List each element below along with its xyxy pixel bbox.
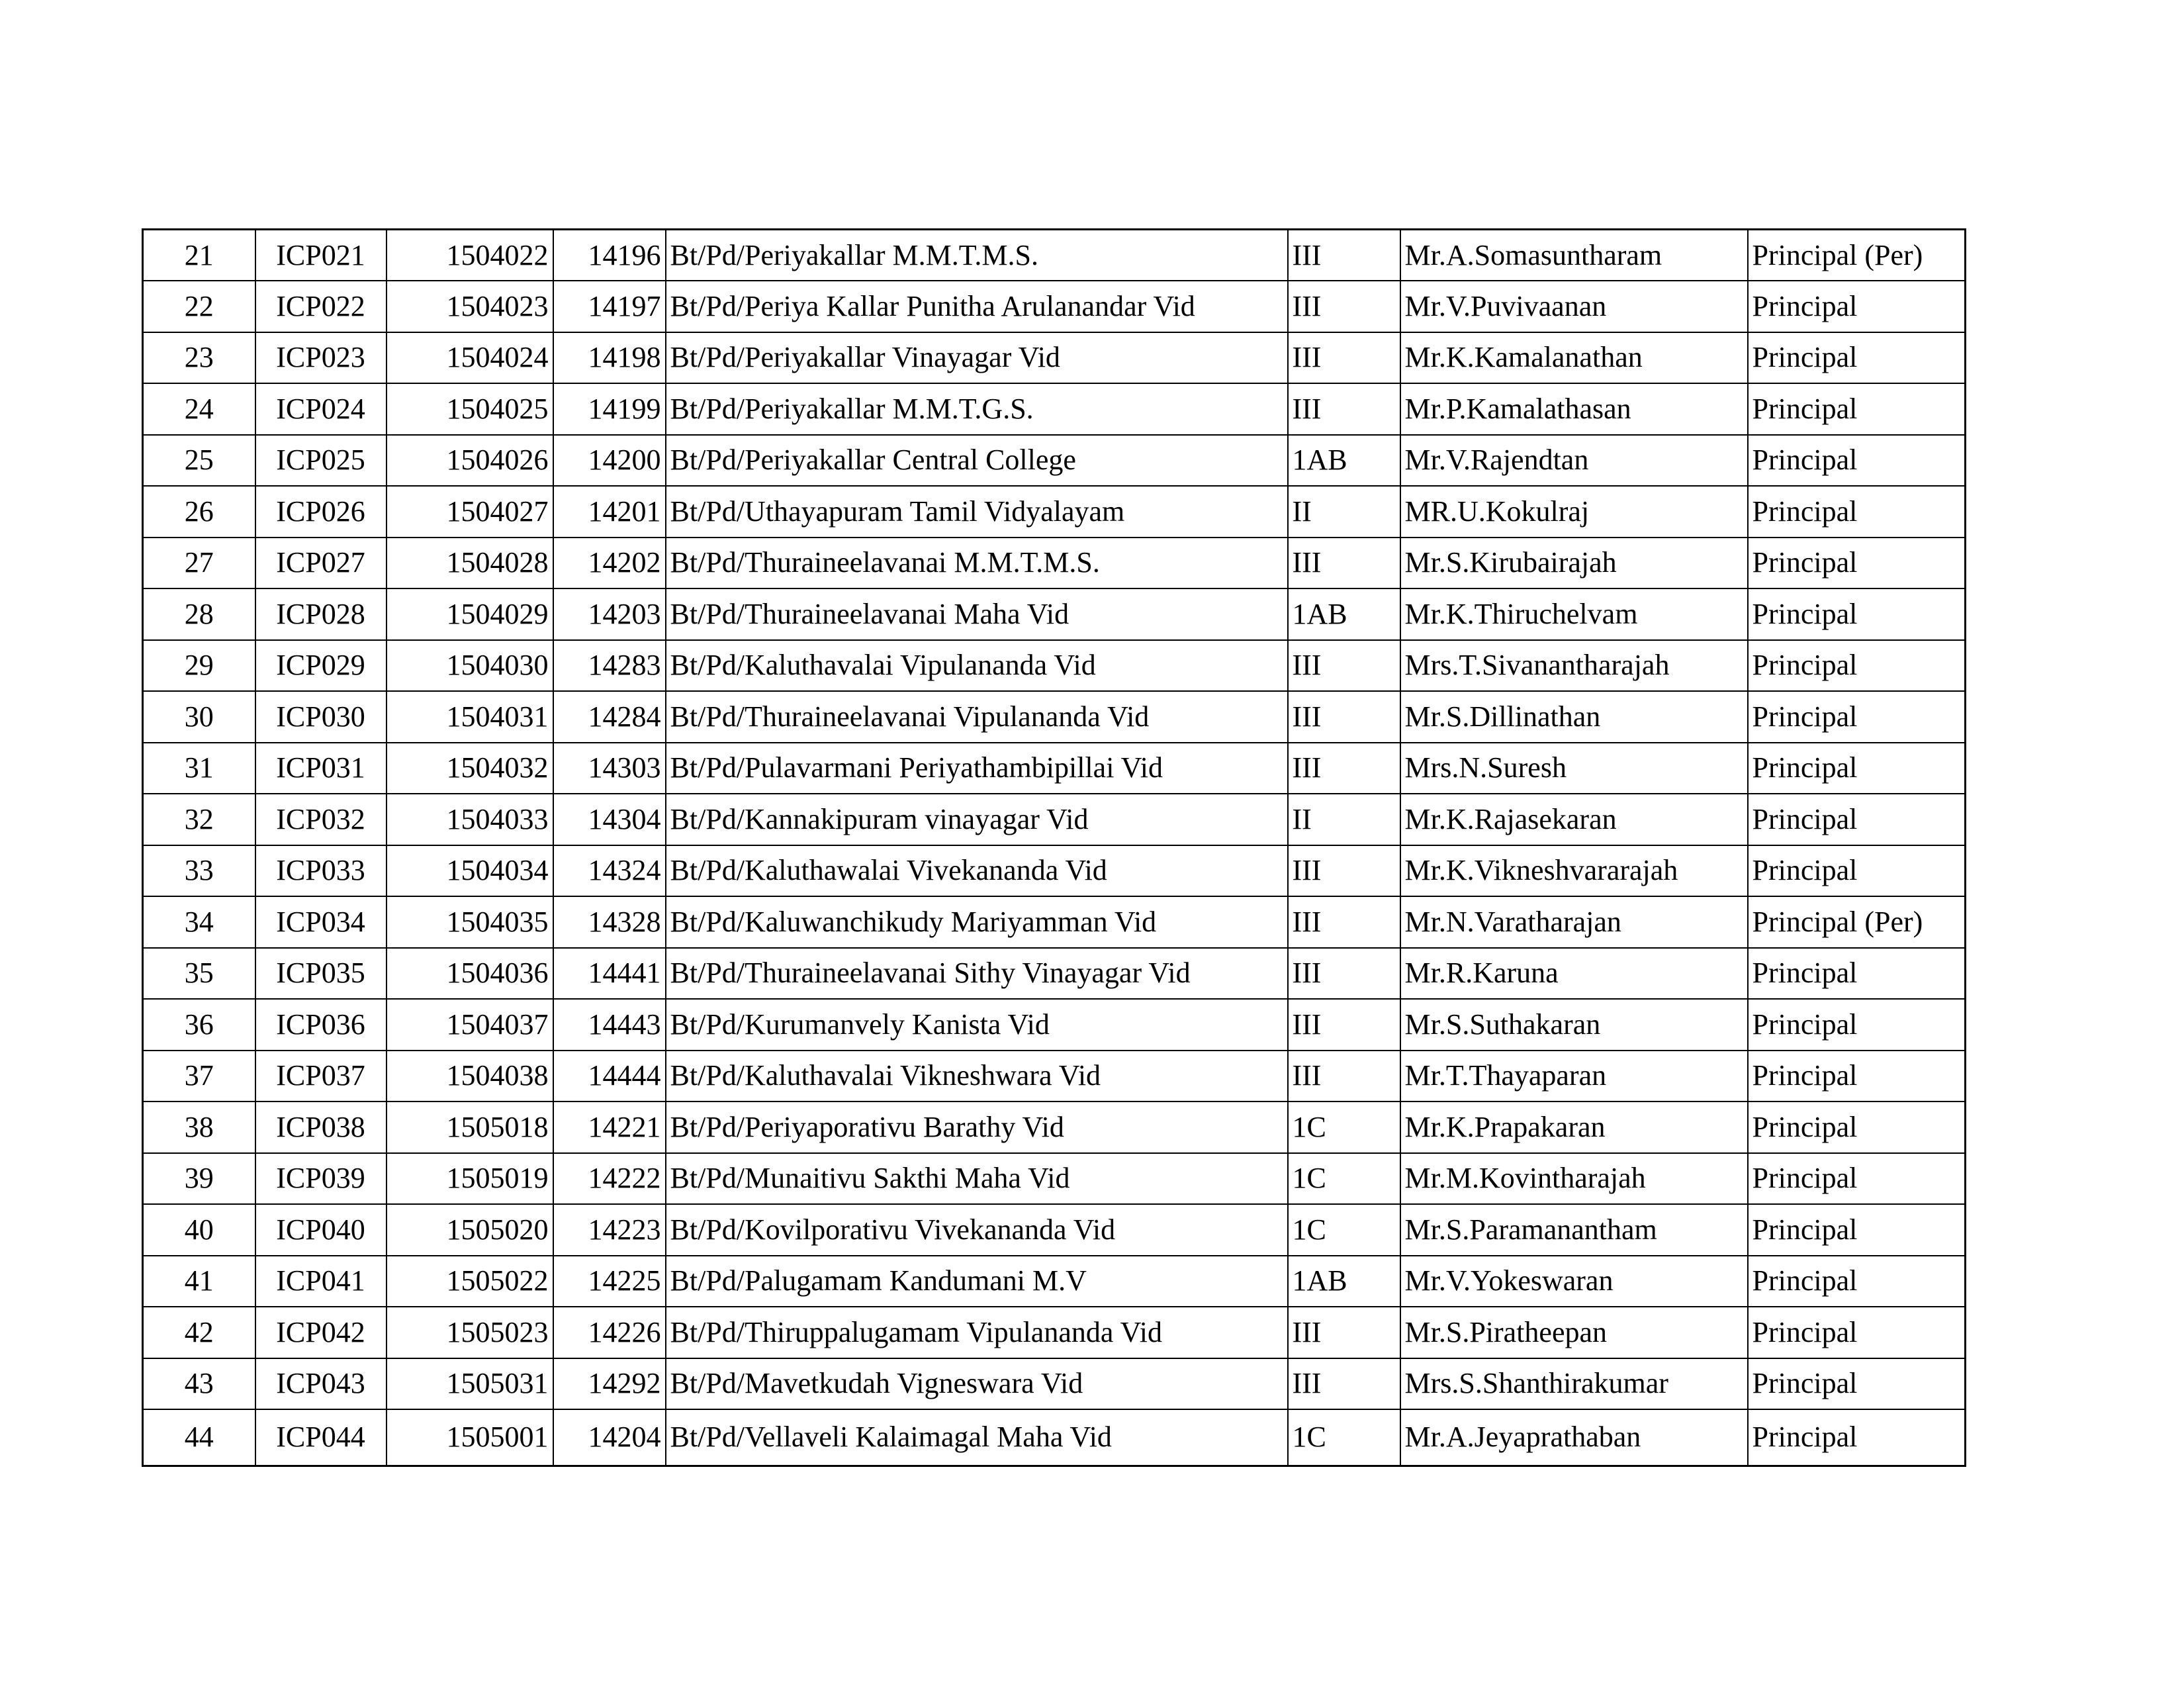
- principal-name-cell: Mr.K.Thiruchelvam: [1400, 588, 1748, 640]
- designation-cell: Principal: [1748, 794, 1966, 845]
- school-type-cell: III: [1288, 691, 1400, 743]
- designation-cell: Principal: [1748, 1051, 1966, 1102]
- school-type-cell: III: [1288, 640, 1400, 692]
- table-row: [143, 1256, 1966, 1307]
- school-id-cell: 14197: [553, 281, 666, 332]
- designation-cell: Principal: [1748, 1204, 1966, 1256]
- icp-code-cell: ICP043: [255, 1358, 387, 1410]
- principal-name-cell: Mrs.N.Suresh: [1400, 743, 1748, 794]
- census-id-cell: 1505031: [387, 1358, 553, 1410]
- census-id-cell: 1505019: [387, 1153, 553, 1205]
- school-name-cell: Bt/Pd/Thiruppalugamam Vipulananda Vid: [666, 1307, 1288, 1358]
- school-id-cell: 14199: [553, 383, 666, 435]
- school-id-cell: 14441: [553, 948, 666, 1000]
- school-name-cell: Bt/Pd/Periyakallar Vinayagar Vid: [666, 332, 1288, 384]
- row-number-cell: 41: [143, 1256, 255, 1307]
- table-row: [143, 743, 1966, 794]
- row-number-cell: 40: [143, 1204, 255, 1256]
- icp-code-cell: ICP029: [255, 640, 387, 692]
- principal-name-cell: Mr.N.Varatharajan: [1400, 896, 1748, 948]
- school-id-cell: 14201: [553, 486, 666, 538]
- principal-name-cell: Mr.S.Paramanantham: [1400, 1204, 1748, 1256]
- school-name-cell: Bt/Pd/Thuraineelavanai Vipulananda Vid: [666, 691, 1288, 743]
- icp-code-cell: ICP044: [255, 1409, 387, 1466]
- school-id-cell: 14328: [553, 896, 666, 948]
- school-name-cell: Bt/Pd/Pulavarmani Periyathambipillai Vid: [666, 743, 1288, 794]
- row-number-cell: 39: [143, 1153, 255, 1205]
- school-id-cell: 14223: [553, 1204, 666, 1256]
- census-id-cell: 1504032: [387, 743, 553, 794]
- school-type-cell: 1C: [1288, 1102, 1400, 1153]
- school-type-cell: 1AB: [1288, 435, 1400, 487]
- school-id-cell: 14196: [553, 230, 666, 281]
- school-name-cell: Bt/Pd/Periyakallar M.M.T.M.S.: [666, 230, 1288, 281]
- principal-name-cell: Mr.K.Vikneshvararajah: [1400, 845, 1748, 897]
- school-id-cell: 14304: [553, 794, 666, 845]
- icp-code-cell: ICP031: [255, 743, 387, 794]
- census-id-cell: 1505001: [387, 1409, 553, 1466]
- row-number-cell: 29: [143, 640, 255, 692]
- designation-cell: Principal: [1748, 1409, 1966, 1466]
- row-number-cell: 30: [143, 691, 255, 743]
- census-id-cell: 1504023: [387, 281, 553, 332]
- school-type-cell: III: [1288, 896, 1400, 948]
- designation-cell: Principal: [1748, 948, 1966, 1000]
- school-name-cell: Bt/Pd/Vellaveli Kalaimagal Maha Vid: [666, 1409, 1288, 1466]
- census-id-cell: 1505020: [387, 1204, 553, 1256]
- principal-name-cell: Mr.K.Prapakaran: [1400, 1102, 1748, 1153]
- icp-code-cell: ICP030: [255, 691, 387, 743]
- school-type-cell: III: [1288, 383, 1400, 435]
- row-number-cell: 22: [143, 281, 255, 332]
- table-row: [143, 383, 1966, 435]
- school-id-cell: 14226: [553, 1307, 666, 1358]
- row-number-cell: 32: [143, 794, 255, 845]
- census-id-cell: 1505018: [387, 1102, 553, 1153]
- principal-name-cell: Mr.S.Dillinathan: [1400, 691, 1748, 743]
- school-name-cell: Bt/Pd/Kaluwanchikudy Mariyamman Vid: [666, 896, 1288, 948]
- row-number-cell: 27: [143, 538, 255, 589]
- icp-code-cell: ICP021: [255, 230, 387, 281]
- principal-name-cell: Mr.T.Thayaparan: [1400, 1051, 1748, 1102]
- icp-code-cell: ICP038: [255, 1102, 387, 1153]
- school-name-cell: Bt/Pd/Kurumanvely Kanista Vid: [666, 999, 1288, 1051]
- principal-name-cell: MR.U.Kokulraj: [1400, 486, 1748, 538]
- table-row: [143, 588, 1966, 640]
- school-name-cell: Bt/Pd/Thuraineelavanai Maha Vid: [666, 588, 1288, 640]
- school-name-cell: Bt/Pd/Palugamam Kandumani M.V: [666, 1256, 1288, 1307]
- designation-cell: Principal (Per): [1748, 896, 1966, 948]
- school-type-cell: III: [1288, 281, 1400, 332]
- table-row: [143, 435, 1966, 487]
- census-id-cell: 1504030: [387, 640, 553, 692]
- principal-name-cell: Mrs.T.Sivanantharajah: [1400, 640, 1748, 692]
- table-row: [143, 1409, 1966, 1466]
- census-id-cell: 1504022: [387, 230, 553, 281]
- designation-cell: Principal: [1748, 435, 1966, 487]
- census-id-cell: 1504025: [387, 383, 553, 435]
- school-id-cell: 14204: [553, 1409, 666, 1466]
- table-row: [143, 999, 1966, 1051]
- icp-code-cell: ICP034: [255, 896, 387, 948]
- school-name-cell: Bt/Pd/Kannakipuram vinayagar Vid: [666, 794, 1288, 845]
- designation-cell: Principal: [1748, 486, 1966, 538]
- principal-name-cell: Mr.S.Kirubairajah: [1400, 538, 1748, 589]
- school-type-cell: III: [1288, 845, 1400, 897]
- table-row: [143, 794, 1966, 845]
- school-name-cell: Bt/Pd/Thuraineelavanai Sithy Vinayagar Vid: [666, 948, 1288, 1000]
- table-row: [143, 640, 1966, 692]
- designation-cell: Principal: [1748, 743, 1966, 794]
- principal-name-cell: Mr.K.Rajasekaran: [1400, 794, 1748, 845]
- designation-cell: Principal: [1748, 332, 1966, 384]
- icp-code-cell: ICP032: [255, 794, 387, 845]
- designation-cell: Principal: [1748, 1358, 1966, 1410]
- row-number-cell: 34: [143, 896, 255, 948]
- school-type-cell: III: [1288, 332, 1400, 384]
- icp-code-cell: ICP035: [255, 948, 387, 1000]
- school-type-cell: III: [1288, 230, 1400, 281]
- designation-cell: Principal: [1748, 640, 1966, 692]
- principal-name-cell: Mr.S.Piratheepan: [1400, 1307, 1748, 1358]
- designation-cell: Principal: [1748, 1256, 1966, 1307]
- row-number-cell: 35: [143, 948, 255, 1000]
- table-row: [143, 332, 1966, 384]
- school-id-cell: 14222: [553, 1153, 666, 1205]
- census-id-cell: 1504036: [387, 948, 553, 1000]
- school-id-cell: 14283: [553, 640, 666, 692]
- census-id-cell: 1504037: [387, 999, 553, 1051]
- row-number-cell: 26: [143, 486, 255, 538]
- school-id-cell: 14284: [553, 691, 666, 743]
- school-type-cell: 1C: [1288, 1204, 1400, 1256]
- school-name-cell: Bt/Pd/Munaitivu Sakthi Maha Vid: [666, 1153, 1288, 1205]
- principal-name-cell: Mr.P.Kamalathasan: [1400, 383, 1748, 435]
- row-number-cell: 38: [143, 1102, 255, 1153]
- census-id-cell: 1505023: [387, 1307, 553, 1358]
- school-id-cell: 14221: [553, 1102, 666, 1153]
- school-id-cell: 14203: [553, 588, 666, 640]
- school-name-cell: Bt/Pd/Kaluthavalai Vikneshwara Vid: [666, 1051, 1288, 1102]
- principal-name-cell: Mr.A.Somasuntharam: [1400, 230, 1748, 281]
- row-number-cell: 43: [143, 1358, 255, 1410]
- school-type-cell: III: [1288, 948, 1400, 1000]
- row-number-cell: 24: [143, 383, 255, 435]
- table-row: [143, 1102, 1966, 1153]
- icp-code-cell: ICP037: [255, 1051, 387, 1102]
- row-number-cell: 44: [143, 1409, 255, 1466]
- school-name-cell: Bt/Pd/Periyaporativu Barathy Vid: [666, 1102, 1288, 1153]
- school-type-cell: III: [1288, 1358, 1400, 1410]
- school-type-cell: 1C: [1288, 1153, 1400, 1205]
- table-row: [143, 1051, 1966, 1102]
- principal-name-cell: Mr.K.Kamalanathan: [1400, 332, 1748, 384]
- row-number-cell: 21: [143, 230, 255, 281]
- census-id-cell: 1504028: [387, 538, 553, 589]
- school-type-cell: II: [1288, 794, 1400, 845]
- icp-code-cell: ICP039: [255, 1153, 387, 1205]
- icp-code-cell: ICP027: [255, 538, 387, 589]
- principal-name-cell: Mrs.S.Shanthirakumar: [1400, 1358, 1748, 1410]
- icp-code-cell: ICP040: [255, 1204, 387, 1256]
- principal-name-cell: Mr.V.Puvivaanan: [1400, 281, 1748, 332]
- census-id-cell: 1504035: [387, 896, 553, 948]
- icp-code-cell: ICP036: [255, 999, 387, 1051]
- census-id-cell: 1504026: [387, 435, 553, 487]
- school-id-cell: 14444: [553, 1051, 666, 1102]
- icp-code-cell: ICP028: [255, 588, 387, 640]
- row-number-cell: 28: [143, 588, 255, 640]
- principal-name-cell: Mr.V.Yokeswaran: [1400, 1256, 1748, 1307]
- table-row: [143, 230, 1966, 281]
- school-name-cell: Bt/Pd/Kaluthavalai Vipulananda Vid: [666, 640, 1288, 692]
- census-id-cell: 1504034: [387, 845, 553, 897]
- school-name-cell: Bt/Pd/Kovilporativu Vivekananda Vid: [666, 1204, 1288, 1256]
- school-name-cell: Bt/Pd/Periyakallar M.M.T.G.S.: [666, 383, 1288, 435]
- table-row: [143, 691, 1966, 743]
- school-type-cell: III: [1288, 999, 1400, 1051]
- school-id-cell: 14303: [553, 743, 666, 794]
- row-number-cell: 33: [143, 845, 255, 897]
- school-type-cell: III: [1288, 1307, 1400, 1358]
- designation-cell: Principal: [1748, 588, 1966, 640]
- icp-code-cell: ICP025: [255, 435, 387, 487]
- designation-cell: Principal: [1748, 1307, 1966, 1358]
- row-number-cell: 31: [143, 743, 255, 794]
- designation-cell: Principal: [1748, 383, 1966, 435]
- icp-code-cell: ICP041: [255, 1256, 387, 1307]
- school-id-cell: 14200: [553, 435, 666, 487]
- table-row: [143, 1204, 1966, 1256]
- school-id-cell: 14324: [553, 845, 666, 897]
- school-type-cell: 1AB: [1288, 588, 1400, 640]
- designation-cell: Principal: [1748, 281, 1966, 332]
- census-id-cell: 1504033: [387, 794, 553, 845]
- row-number-cell: 25: [143, 435, 255, 487]
- icp-code-cell: ICP022: [255, 281, 387, 332]
- school-id-cell: 14202: [553, 538, 666, 589]
- row-number-cell: 37: [143, 1051, 255, 1102]
- table-row: [143, 281, 1966, 332]
- census-id-cell: 1505022: [387, 1256, 553, 1307]
- principal-name-cell: Mr.S.Suthakaran: [1400, 999, 1748, 1051]
- row-number-cell: 36: [143, 999, 255, 1051]
- table-row: [143, 1153, 1966, 1205]
- principal-name-cell: Mr.M.Kovintharajah: [1400, 1153, 1748, 1205]
- school-id-cell: 14198: [553, 332, 666, 384]
- table-row: [143, 1358, 1966, 1410]
- row-number-cell: 42: [143, 1307, 255, 1358]
- principal-name-cell: Mr.A.Jeyaprathaban: [1400, 1409, 1748, 1466]
- designation-cell: Principal: [1748, 1102, 1966, 1153]
- school-id-cell: 14292: [553, 1358, 666, 1410]
- school-name-cell: Bt/Pd/Periyakallar Central College: [666, 435, 1288, 487]
- table-row: [143, 538, 1966, 589]
- designation-cell: Principal: [1748, 538, 1966, 589]
- school-name-cell: Bt/Pd/Mavetkudah Vigneswara Vid: [666, 1358, 1288, 1410]
- designation-cell: Principal: [1748, 691, 1966, 743]
- table-row: [143, 1307, 1966, 1358]
- school-type-cell: 1C: [1288, 1409, 1400, 1466]
- icp-code-cell: ICP042: [255, 1307, 387, 1358]
- icp-code-cell: ICP033: [255, 845, 387, 897]
- principal-name-cell: Mr.R.Karuna: [1400, 948, 1748, 1000]
- table-row: [143, 948, 1966, 1000]
- school-id-cell: 14225: [553, 1256, 666, 1307]
- row-number-cell: 23: [143, 332, 255, 384]
- icp-code-cell: ICP026: [255, 486, 387, 538]
- census-id-cell: 1504027: [387, 486, 553, 538]
- school-name-cell: Bt/Pd/Periya Kallar Punitha Arulanandar Vid: [666, 281, 1288, 332]
- table-row: [143, 896, 1966, 948]
- school-principals-table: [142, 228, 1966, 1467]
- designation-cell: Principal: [1748, 845, 1966, 897]
- census-id-cell: 1504029: [387, 588, 553, 640]
- school-name-cell: Bt/Pd/Uthayapuram Tamil Vidyalayam: [666, 486, 1288, 538]
- icp-code-cell: ICP023: [255, 332, 387, 384]
- school-id-cell: 14443: [553, 999, 666, 1051]
- icp-code-cell: ICP024: [255, 383, 387, 435]
- school-type-cell: III: [1288, 538, 1400, 589]
- school-type-cell: III: [1288, 743, 1400, 794]
- school-name-cell: Bt/Pd/Kaluthawalai Vivekananda Vid: [666, 845, 1288, 897]
- table-row: [143, 845, 1966, 897]
- census-id-cell: 1504031: [387, 691, 553, 743]
- designation-cell: Principal: [1748, 1153, 1966, 1205]
- designation-cell: Principal: [1748, 999, 1966, 1051]
- census-id-cell: 1504038: [387, 1051, 553, 1102]
- school-type-cell: II: [1288, 486, 1400, 538]
- principal-name-cell: Mr.V.Rajendtan: [1400, 435, 1748, 487]
- school-type-cell: III: [1288, 1051, 1400, 1102]
- school-name-cell: Bt/Pd/Thuraineelavanai M.M.T.M.S.: [666, 538, 1288, 589]
- table-row: [143, 486, 1966, 538]
- designation-cell: Principal (Per): [1748, 230, 1966, 281]
- school-type-cell: 1AB: [1288, 1256, 1400, 1307]
- census-id-cell: 1504024: [387, 332, 553, 384]
